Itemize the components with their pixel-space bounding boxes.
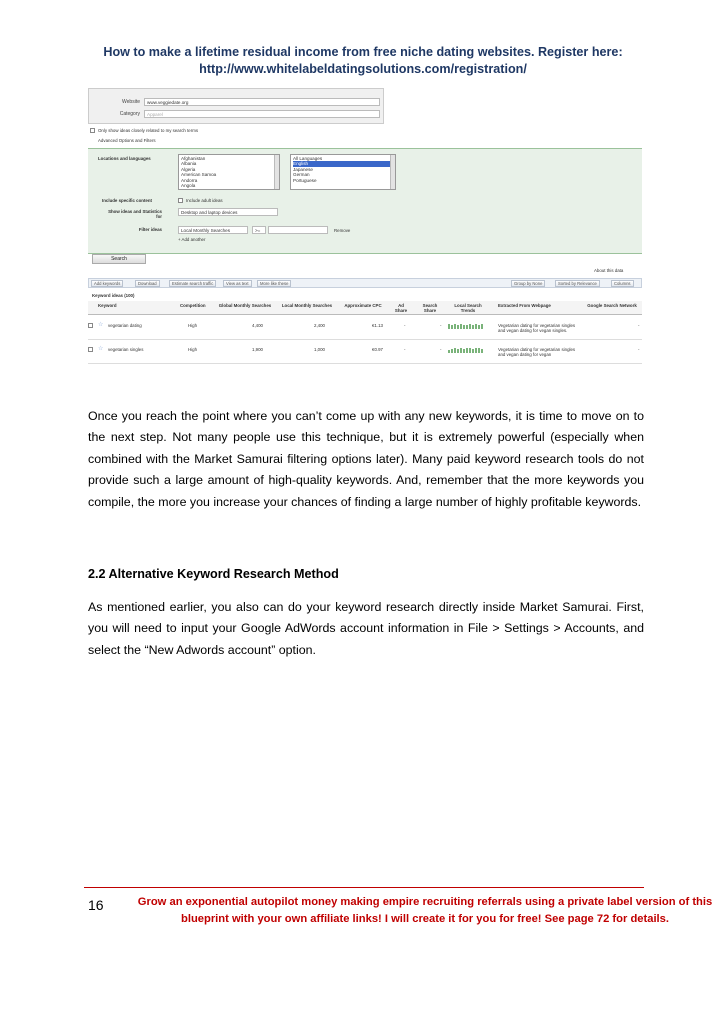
- page-header: [90, 44, 636, 78]
- remove-filter-link[interactable]: Remove: [334, 228, 351, 233]
- language-option[interactable]: Japanese: [293, 166, 313, 172]
- only-show-checkbox[interactable]: [90, 128, 95, 133]
- col-network[interactable]: Google Search Network: [587, 303, 637, 308]
- row-checkbox[interactable]: [88, 347, 93, 352]
- country-option[interactable]: Albania: [181, 161, 197, 167]
- columns-button[interactable]: Columns: [611, 280, 634, 287]
- paragraph-1: Once you reach the point where you can’t come up with any new keywords, it is time to move on to the next step. Not many people use this technique, but it is extremely powerful (especially when combined with the Market Samurai filtering options later). Many paid keyword research tools do not provide such a large amount of high-quality keywords. And, remember that the more keywords you compile, the more you increase your chances of finding a large number of highly profitable keywords.: [88, 409, 644, 509]
- country-option[interactable]: Afghanistan: [181, 156, 206, 161]
- col-extracted[interactable]: Extracted From Webpage: [498, 303, 551, 308]
- row-checkbox[interactable]: [88, 323, 93, 328]
- network-value: -: [638, 347, 640, 352]
- local-value: 1,000: [314, 347, 325, 352]
- include-specific-label: Include specific content: [102, 198, 153, 203]
- devices-select[interactable]: Desktop and laptop devices: [178, 208, 278, 216]
- country-option[interactable]: Andorra: [181, 177, 198, 183]
- col-keyword[interactable]: Keyword: [98, 303, 117, 308]
- results-toolbar: [88, 278, 642, 288]
- table-row: [88, 344, 642, 364]
- footer-divider: [84, 887, 644, 888]
- col-cpc[interactable]: Approximate CPC: [344, 303, 382, 308]
- website-label: Website: [122, 99, 140, 105]
- advanced-options-link[interactable]: Advanced Options and Filters: [98, 138, 156, 143]
- competition-value: High: [188, 347, 198, 352]
- languages-scrollbar[interactable]: [390, 155, 395, 189]
- cpc-value: €0.97: [372, 347, 383, 352]
- country-option[interactable]: American Samoa: [181, 172, 217, 178]
- table-row: [88, 320, 642, 340]
- only-show-label: Only show ideas closely related to my search terms: [98, 128, 199, 133]
- show-ideas-label: Show ideas and Statistics for: [108, 209, 162, 220]
- star-icon[interactable]: ☆: [98, 322, 104, 328]
- countries-scrollbar[interactable]: [274, 155, 279, 189]
- col-global-searches[interactable]: Global Monthly Searches: [218, 303, 272, 308]
- group-by-select[interactable]: Group by None: [511, 280, 545, 287]
- filter-field-select[interactable]: Local Monthly Searches: [178, 226, 248, 234]
- download-button[interactable]: Download: [135, 280, 160, 287]
- col-ad-share[interactable]: Ad Share: [394, 303, 408, 313]
- col-local-searches[interactable]: Local Monthly Searches: [281, 303, 333, 308]
- table-header: [88, 301, 642, 315]
- filter-value-input[interactable]: [268, 226, 328, 234]
- include-adult-label: Include adult ideas: [186, 198, 223, 203]
- category-label: Category: [119, 111, 140, 117]
- paragraph-2: As mentioned earlier, you also can do your keyword research directly inside Market Samurai. First, you will need to input your Google AdWords account information in File > Settings > Accounts, and select the “New Adwords account” option.: [88, 600, 644, 657]
- search-share-value: -: [440, 323, 442, 328]
- category-input[interactable]: Apparel: [144, 110, 380, 118]
- locations-label: Locations and languages: [98, 156, 151, 161]
- estimate-traffic-button[interactable]: Estimate search traffic: [169, 280, 216, 287]
- view-text-button[interactable]: View as text: [223, 280, 252, 287]
- page-number: 16: [88, 897, 104, 913]
- keyword-link[interactable]: vegetarian dating: [108, 323, 142, 328]
- global-value: 4,400: [252, 323, 263, 328]
- filter-ideas-label: Filter ideas: [138, 227, 162, 232]
- trend-chart: [448, 324, 483, 329]
- search-share-value: -: [440, 347, 442, 352]
- col-trends[interactable]: Local Search Trends: [454, 303, 482, 313]
- language-option[interactable]: All Languages: [293, 156, 323, 161]
- add-keywords-button[interactable]: Add keywords: [91, 280, 123, 287]
- global-value: 1,900: [252, 347, 263, 352]
- countries-list[interactable]: [178, 154, 280, 190]
- local-value: 2,400: [314, 323, 325, 328]
- language-option[interactable]: English: [293, 161, 393, 166]
- sort-select[interactable]: Sorted by Relevance: [555, 280, 600, 287]
- cpc-value: €1.13: [372, 323, 383, 328]
- star-icon[interactable]: ☆: [98, 346, 104, 352]
- language-option[interactable]: Portuguese: [293, 177, 317, 183]
- website-input[interactable]: www.veggiedate.org: [144, 98, 380, 106]
- keyword-tool-screenshot: [88, 88, 642, 364]
- keyword-link[interactable]: vegetarian singles: [108, 347, 144, 352]
- website-box: [88, 88, 384, 124]
- competition-value: High: [188, 323, 198, 328]
- country-options: [181, 156, 277, 188]
- keyword-ideas-title: Keyword ideas (100): [92, 293, 135, 298]
- search-button[interactable]: Search: [92, 254, 146, 264]
- more-like-button[interactable]: More like these: [257, 280, 291, 287]
- footer-promo: Grow an exponential autopilot money making empire recruiting referrals using a private label version of this blueprint with your own affiliate links! I will create it for you for free! See page 72 for details.: [137, 896, 713, 925]
- trend-chart: [448, 348, 483, 353]
- language-options: [293, 156, 393, 183]
- col-search-share[interactable]: Search Share: [422, 303, 438, 313]
- country-option[interactable]: Angola: [181, 183, 196, 189]
- languages-list[interactable]: [290, 154, 396, 190]
- include-adult-checkbox[interactable]: [178, 198, 183, 203]
- language-option[interactable]: German: [293, 172, 310, 178]
- ad-share-value: -: [404, 347, 406, 352]
- add-filter-link[interactable]: + Add another: [178, 237, 206, 242]
- extracted-text[interactable]: Vegetarian dating for vegetarian singles and vegan dating for vegan: [498, 347, 576, 358]
- ad-share-value: -: [404, 323, 406, 328]
- col-competition[interactable]: Competition: [180, 303, 206, 308]
- country-option[interactable]: Algeria: [181, 166, 196, 172]
- header-text: How to make a lifetime residual income from free niche dating websites. Register here:: [103, 45, 623, 59]
- registration-link[interactable]: http://www.whitelabeldatingsolutions.com/registration/: [199, 62, 527, 76]
- filter-op-select[interactable]: >=: [252, 226, 266, 234]
- about-data-link[interactable]: About this data: [594, 268, 624, 273]
- section-title: 2.2 Alternative Keyword Research Method: [88, 567, 339, 581]
- extracted-text[interactable]: Vegetarian dating for vegetarian singles and vegan dating for vegan singles.: [498, 323, 576, 334]
- network-value: -: [638, 323, 640, 328]
